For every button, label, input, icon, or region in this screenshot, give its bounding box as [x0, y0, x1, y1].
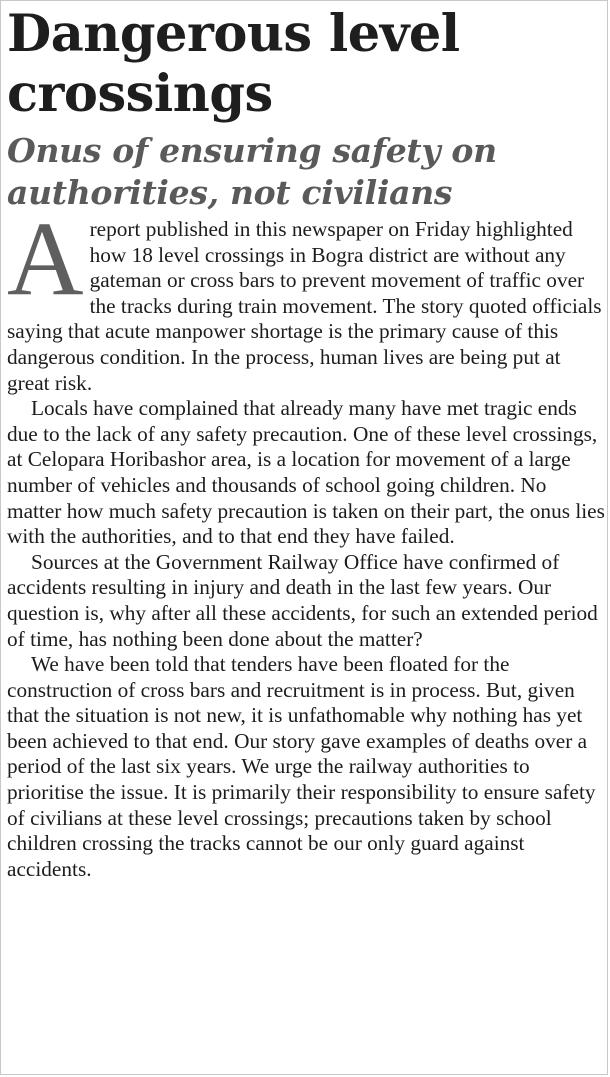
headline: Dangerous level crossings [7, 4, 460, 124]
paragraph-3: Sources at the Government Railway Office have confirmed of accidents resulting in injury and death in the last few years. Our question is, why after all these accidents, for such an extended period of time, has nothing been done about the matter? [7, 549, 598, 651]
paragraph-1 [7, 200, 605, 396]
paragraph-2: Locals have complained that already many have met tragic ends due to the lack of any safety precaution. One of these level crossings, at Celopara Horibashor area, is a location for movement of a large number of vehicles and thousands of school going children. No matter how much safety precaution is taken on their part, the onus lies with the authorities, and to that end they have failed. [7, 396, 605, 549]
subheadline: Onus of ensuring safety on authorities, not civilians [7, 131, 497, 212]
editorial-article [7, 4, 605, 882]
paragraph-1-text: report published in this newspaper on Friday highlighted how 18 level crossings in Bogra district are without any gateman or cross bars to prevent movement of traffic over the tracks during train movement. The story quoted officials saying that acute manpower shortage is the primary cause of this dangerous condition. In the process, human lives are being put at great risk. [7, 217, 602, 395]
article-body [7, 200, 605, 882]
drop-cap: A [7, 200, 84, 317]
paragraph-4: We have been told that tenders have been floated for the construction of cross bars and recruitment is in process. But, given that the situation is not new, it is unfathomable why nothing has yet been achieved to that end. Our story gave examples of deaths over a period of the last six years. We urge the railway authorities to prioritise the issue. It is primarily their responsibility to ensure safety of civilians at these level crossings; precautions taken by school children crossing the tracks cannot be our only guard against accidents. [7, 652, 596, 881]
